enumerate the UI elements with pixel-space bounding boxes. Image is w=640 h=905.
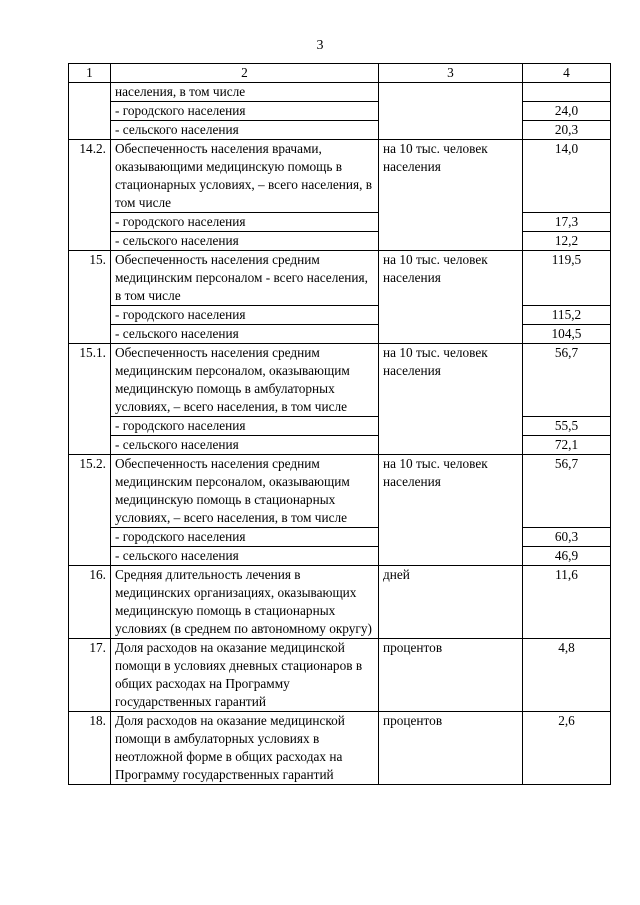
subindicator-value: 115,2 [523, 306, 611, 325]
indicator-value: 14,0 [523, 140, 611, 213]
subindicator-value: 12,2 [523, 232, 611, 251]
indicator-name: Средняя длительность лечения в медицинских организациях, оказывающих медицинскую помощь в стационарных условиях (в среднем по автономному округу) [111, 566, 379, 639]
indicator-value: 2,6 [523, 712, 611, 785]
table-subrow [69, 102, 611, 121]
subindicator-name: - городского населения [111, 102, 379, 121]
column-header: 1 [69, 64, 111, 83]
subindicator-name: - сельского населения [111, 232, 379, 251]
unit-of-measure: на 10 тыс. человек населения [379, 344, 523, 455]
row-number: 15.1. [69, 344, 111, 455]
subindicator-name: - городского населения [111, 306, 379, 325]
subindicator-name: - сельского населения [111, 436, 379, 455]
table-row [69, 712, 611, 785]
unit-of-measure: процентов [379, 639, 523, 712]
page-number: 3 [316, 38, 324, 53]
unit-of-measure: процентов [379, 712, 523, 785]
table-row [69, 344, 611, 417]
table-subrow [69, 528, 611, 547]
indicator-name: Обеспеченность населения средним медицинским персоналом, оказывающим медицинскую помощь в стационарных условиях, – всего населения, в том числе [111, 455, 379, 528]
subindicator-value: 72,1 [523, 436, 611, 455]
subindicator-name: - сельского населения [111, 325, 379, 344]
indicator-value: 11,6 [523, 566, 611, 639]
indicator-name: Обеспеченность населения врачами, оказывающими медицинскую помощь в стационарных условиях, – всего населения, в том числе [111, 140, 379, 213]
indicator-name: Обеспеченность населения средним медицинским персоналом - всего населения, в том числе [111, 251, 379, 306]
row-number: 14.2. [69, 140, 111, 251]
row-number: 18. [69, 712, 111, 785]
row-number: 15. [69, 251, 111, 344]
column-header: 4 [523, 64, 611, 83]
indicator-value: 56,7 [523, 344, 611, 417]
table-subrow [69, 325, 611, 344]
unit-of-measure: на 10 тыс. человек населения [379, 251, 523, 344]
table-subrow [69, 547, 611, 566]
table-row [69, 83, 611, 102]
indicator-value [523, 83, 611, 102]
indicators-table [68, 63, 611, 785]
subindicator-name: - городского населения [111, 417, 379, 436]
subindicator-value: 17,3 [523, 213, 611, 232]
indicator-name: Доля расходов на оказание медицинской помощи в амбулаторных условиях в неотложной форме в общих расходах на Программу государственных гарантий [111, 712, 379, 785]
table-row [69, 566, 611, 639]
row-number: 17. [69, 639, 111, 712]
row-number: 16. [69, 566, 111, 639]
subindicator-value: 55,5 [523, 417, 611, 436]
unit-of-measure: дней [379, 566, 523, 639]
table-subrow [69, 436, 611, 455]
subindicator-value: 60,3 [523, 528, 611, 547]
table-subrow [69, 232, 611, 251]
table-row [69, 251, 611, 306]
indicator-name: Обеспеченность населения средним медицинским персоналом, оказывающим медицинскую помощь в амбулаторных условиях, – всего населения, в том числе [111, 344, 379, 417]
row-number [69, 83, 111, 140]
indicator-name: Доля расходов на оказание медицинской помощи в условиях дневных стационаров в общих расходах на Программу государственных гарантий [111, 639, 379, 712]
column-header: 3 [379, 64, 523, 83]
table-subrow [69, 306, 611, 325]
unit-of-measure: на 10 тыс. человек населения [379, 455, 523, 566]
table-subrow [69, 121, 611, 140]
unit-of-measure: на 10 тыс. человек населения [379, 140, 523, 251]
unit-of-measure [379, 83, 523, 140]
subindicator-name: - городского населения [111, 528, 379, 547]
subindicator-value: 20,3 [523, 121, 611, 140]
subindicator-name: - сельского населения [111, 547, 379, 566]
subindicator-value: 104,5 [523, 325, 611, 344]
row-number: 15.2. [69, 455, 111, 566]
indicator-name: населения, в том числе [111, 83, 379, 102]
subindicator-value: 46,9 [523, 547, 611, 566]
indicator-value: 119,5 [523, 251, 611, 306]
table-subrow [69, 213, 611, 232]
column-header: 2 [111, 64, 379, 83]
subindicator-name: - сельского населения [111, 121, 379, 140]
table-row [69, 639, 611, 712]
subindicator-value: 24,0 [523, 102, 611, 121]
table-row [69, 455, 611, 528]
table-row [69, 140, 611, 213]
table-header-row [69, 64, 611, 83]
subindicator-name: - городского населения [111, 213, 379, 232]
table-subrow [69, 417, 611, 436]
indicator-value: 4,8 [523, 639, 611, 712]
indicator-value: 56,7 [523, 455, 611, 528]
